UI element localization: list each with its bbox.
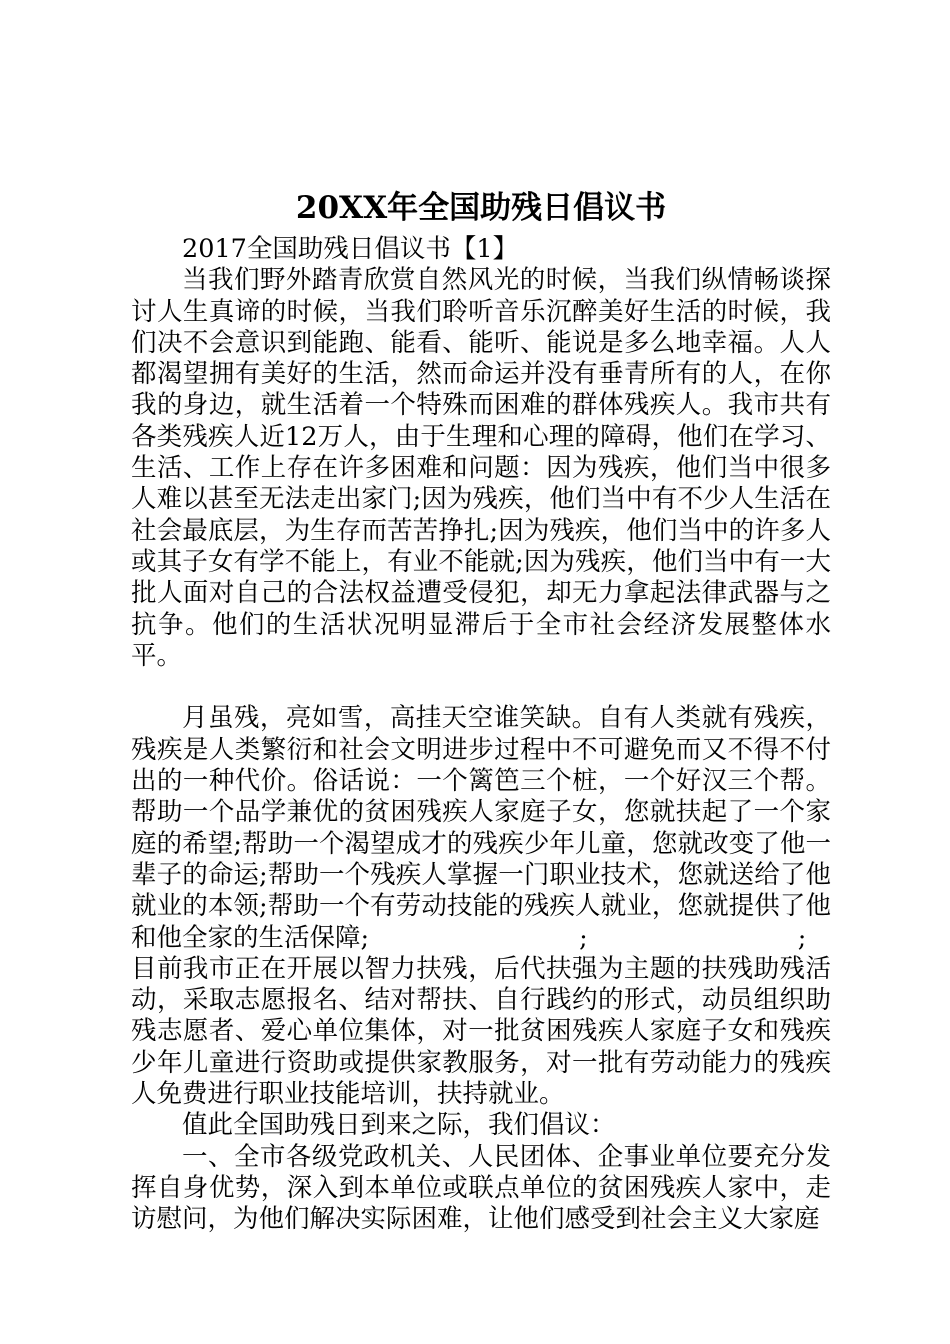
blank-line (131, 672, 831, 703)
paragraph-2 (131, 703, 831, 953)
document-title: 20XX年全国助残日倡议书 (295, 190, 667, 226)
trailing-semicolon-1: ; (579, 922, 588, 953)
section-heading: 2017全国助残日倡议书【1】 (182, 234, 519, 264)
document-page (131, 186, 831, 1236)
paragraph-2-text: 月虽残，亮如雪，高挂天空谁笑缺。自有人类就有残疾，残疾是人类繁衍和社会文明进步过程中不可避免而又不得不付出的一种代价。俗话说：一个篱笆三个桩，一个好汉三个帮。帮助一个品学兼优的贫困残疾人家庭子女，您就扶起了一个家庭的希望;帮助一个渴望成才的残疾少年儿童，您就改变了他一辈子的命运;帮助一个残疾人掌握一门职业技术，您就送给了他就业的本领;帮助一个有劳动技能的残疾人就业，您就提供了他和他全家的生活保障; (131, 703, 831, 953)
paragraph-5: 一、全市各级党政机关、人民团体、企事业单位要充分发挥自身优势，深入到本单位或联点单位的贫困残疾人家中，走访慰问，为他们解决实际困难，让他们感受到社会主义大家庭 (131, 1141, 831, 1235)
trailing-semicolon-2: ; (797, 922, 807, 953)
paragraph-4: 值此全国助残日到来之际，我们倡议： (182, 1110, 616, 1141)
paragraph-3: 目前我市正在开展以智力扶残，后代扶强为主题的扶残助残活动，采取志愿报名、结对帮扶、自行践约的形式，动员组织助残志愿者、爱心单位集体，对一批贫困残疾人家庭子女和残疾少年儿童进行资助或提供家教服务，对一批有劳动能力的残疾人免费进行职业技能培训，扶持就业。 (131, 953, 831, 1110)
paragraph-1: 当我们野外踏青欣赏自然风光的时候，当我们纵情畅谈探讨人生真谛的时候，当我们聆听音乐沉醉美好生活的时候，我们决不会意识到能跑、能看、能听、能说是多么地幸福。人人都渴望拥有美好的生活，然而命运并没有垂青所有的人，在你我的身边，就生活着一个特殊而困难的群体残疾人。我市共有各类残疾人近12万人，由于生理和心理的障碍，他们在学习、生活、工作上存在许多困难和问题：因为残疾，他们当中很多人难以甚至无法走出家门;因为残疾，他们当中有不少人生活在社会最底层，为生存而苦苦挣扎;因为残疾，他们当中的许多人或其子女有学不能上，有业不能就;因为残疾，他们当中有一大批人面对自己的合法权益遭受侵犯，却无力拿起法律武器与之抗争。他们的生活状况明显滞后于全市社会经济发展整体水平。 (131, 265, 831, 671)
